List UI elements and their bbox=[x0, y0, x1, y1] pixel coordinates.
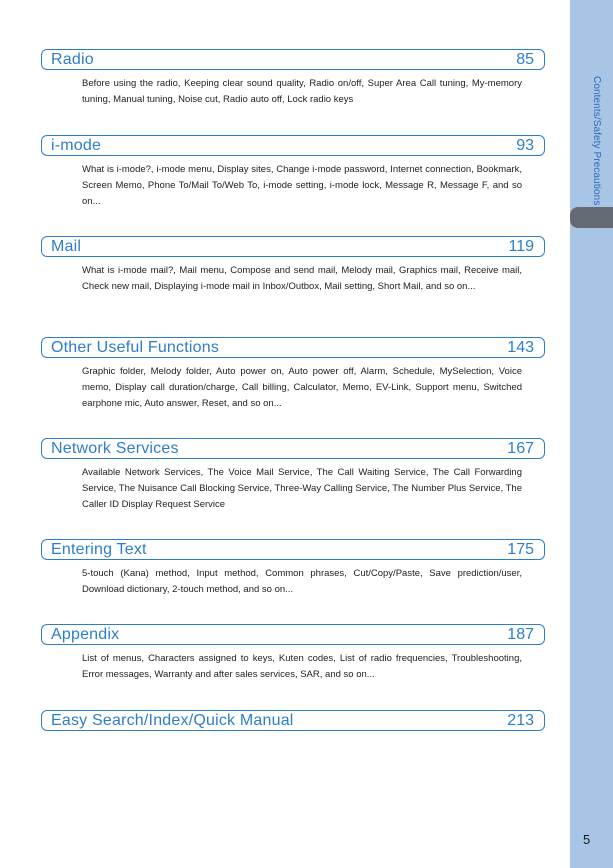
section-radio bbox=[41, 49, 545, 108]
section-page-number: 93 bbox=[516, 136, 534, 154]
section-header-entering-text[interactable] bbox=[41, 539, 545, 560]
section-header-appendix[interactable] bbox=[41, 624, 545, 645]
section-title: Other Useful Functions bbox=[51, 338, 220, 356]
section-other-useful-functions bbox=[41, 337, 545, 412]
section-header-easy-search[interactable] bbox=[41, 710, 545, 731]
section-title: Easy Search/Index/Quick Manual bbox=[51, 711, 294, 729]
side-index-tab[interactable] bbox=[570, 207, 613, 228]
section-appendix bbox=[41, 624, 545, 683]
section-header-other-useful-functions[interactable] bbox=[41, 337, 545, 358]
section-page-number: 143 bbox=[507, 338, 534, 356]
section-description: 5-touch (Kana) method, Input method, Common phrases, Cut/Copy/Paste, Save prediction/user, Download dictionary, 2-touch method, and so on... bbox=[82, 568, 522, 595]
section-page-number: 85 bbox=[516, 50, 534, 68]
side-index-label: Contents/Safety Precautions bbox=[591, 76, 602, 206]
section-title: Entering Text bbox=[51, 540, 147, 558]
section-page-number: 187 bbox=[507, 625, 534, 643]
section-page-number: 167 bbox=[507, 439, 534, 457]
section-page-number: 213 bbox=[507, 711, 534, 729]
section-header-mail[interactable] bbox=[41, 236, 545, 257]
section-page-number: 119 bbox=[508, 237, 534, 255]
section-header-i-mode[interactable] bbox=[41, 135, 545, 156]
section-entering-text bbox=[41, 539, 545, 598]
page-number: 5 bbox=[583, 832, 591, 847]
section-easy-search bbox=[41, 710, 545, 731]
section-description: What is i-mode?, i-mode menu, Display sites, Change i-mode password, Internet connection, Bookmark, Screen Memo, Phone To/Mail To/Web To, i-mode setting, i-mode lock, Message R, Message F, and so on... bbox=[82, 164, 522, 207]
section-header-radio[interactable] bbox=[41, 49, 545, 70]
section-description: Available Network Services, The Voice Mail Service, The Call Waiting Service, The Call Forwarding Service, The Nuisance Call Blocking Service, Three-Way Calling Service, The Number Plus Service, The Caller ID Display Request Service bbox=[82, 467, 522, 510]
section-description: What is i-mode mail?, Mail menu, Compose and send mail, Melody mail, Graphics mail, Receive mail, Check new mail, Displaying i-mode mail in Inbox/Outbox, Mail setting, Short Mail, and so on... bbox=[82, 265, 522, 292]
section-title: Radio bbox=[51, 50, 94, 68]
section-header-network-services[interactable] bbox=[41, 438, 545, 459]
section-page-number: 175 bbox=[507, 540, 534, 558]
section-i-mode bbox=[41, 135, 545, 210]
section-network-services bbox=[41, 438, 545, 513]
section-description: Graphic folder, Melody folder, Auto power on, Auto power off, Alarm, Schedule, MySelection, Voice memo, Display call duration/charge, Call billing, Calculator, Memo, EV-Link, Support menu, Switched earphone mic, Auto answer, Reset, and so on... bbox=[82, 366, 522, 409]
section-title: Network Services bbox=[51, 439, 179, 457]
section-description: Before using the radio, Keeping clear sound quality, Radio on/off, Super Area Call tuning, My-memory tuning, Manual tuning, Noise cut, Radio auto off, Lock radio keys bbox=[82, 78, 522, 105]
section-title: i-mode bbox=[51, 136, 102, 154]
section-title: Appendix bbox=[51, 625, 120, 643]
section-description: List of menus, Characters assigned to keys, Kuten codes, List of radio frequencies, Troubleshooting, Error messages, Warranty and after sales services, SAR, and so on... bbox=[82, 653, 522, 680]
section-mail bbox=[41, 236, 545, 295]
section-title: Mail bbox=[51, 237, 82, 255]
